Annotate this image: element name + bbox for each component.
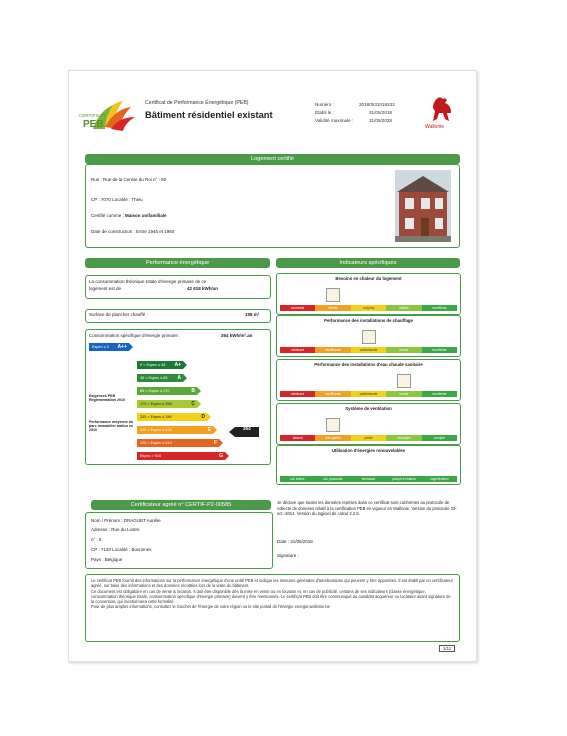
info-paragraph-1: Le certificat PEB fournit des informations sur la performance énergétique d'une unité PEB et indique les mesures générales d'améliorations qui peuvent y être apportées. Il est établi par un certificateur agréé, sur base des informations et des données récoltées lors de la visite du bâtiment. — [91, 578, 454, 589]
indicator-scale — [280, 476, 457, 482]
indicator-scale-step: satisfaisante — [351, 347, 386, 353]
indicator-scale — [280, 391, 457, 397]
wallonia-rooster-icon — [429, 95, 455, 123]
logement-cp: CP : 7070 Localité : Thieu — [91, 197, 143, 202]
energy-class-F — [137, 439, 219, 447]
indicator-box — [276, 359, 461, 401]
indicator-scale-step: insuffisante — [315, 347, 350, 353]
indicator-marker-icon — [326, 288, 340, 302]
indicator-title: Besoins en chaleur du logement — [335, 276, 402, 281]
header-subtitle: Certificat de Performance Énergétique (PEB) — [145, 100, 249, 106]
etabli-label: Établi le : — [315, 110, 334, 115]
indicator-scale-step: sol. therm. — [280, 476, 315, 482]
indicator-box — [276, 445, 461, 485]
energy-class-letter: E — [207, 427, 211, 433]
energy-class-range: 170 < Espec ≤ 255 — [140, 402, 172, 406]
indicator-title: Performance des installations de chauffage — [324, 318, 413, 323]
indicator-scale-step: absent — [280, 435, 315, 441]
logo-text-top: CERTIFICAT — [79, 113, 106, 118]
spec-value: 264 kWh/m².an — [221, 333, 253, 338]
indicator-scale — [280, 347, 457, 353]
parc-moyen-label: Performance moyenne du parc immobilier wallon en 2010 — [89, 420, 134, 432]
performance-heading: Performance énergétique — [85, 258, 270, 268]
info-paragraph-2: Ce document est obligatoire en cas de vente & location. Il doit être disponible dès la mise en vente ou en location et, en cas de publicité, certains de ses indicateurs (classe énergétique, consommation théorique totale, consommation spécifique d'énergie primaire) doivent y être mentionnés. Le certificat PEB doit être communiqué au candidat acquéreur ou locataire avant signature de la convention, qui mentionnera cette formalité. — [91, 588, 451, 605]
indicateurs-heading: Indicateurs spécifiques — [276, 258, 460, 268]
indicator-scale-step: excellente — [422, 347, 457, 353]
energy-class-range: 425 < Espec ≤ 510 — [140, 441, 172, 445]
energy-class-letter: C — [191, 401, 195, 407]
energy-class-E — [137, 426, 213, 434]
indicator-scale-step: excessifs — [280, 305, 315, 311]
energy-class-range: 340 < Espec ≤ 425 — [140, 428, 172, 432]
peb-logo — [79, 97, 141, 137]
energy-class-Aplusplus — [89, 343, 129, 351]
conso-line2: logement est de — [89, 286, 122, 291]
logo-text-bottom: PEB — [83, 119, 104, 130]
energy-class-D — [137, 413, 207, 421]
indicator-title: Utilisation d'énergies renouvelables — [331, 448, 406, 453]
indicator-scale — [280, 305, 457, 311]
page-number: 1/11 — [439, 645, 455, 652]
indicator-scale-step: médiocre — [280, 347, 315, 353]
energy-class-letter: F — [213, 440, 217, 446]
energy-class-range: 45 < Espec ≤ 85 — [140, 376, 168, 380]
indicator-scale-step: élevés — [315, 305, 350, 311]
certificate-page — [68, 70, 477, 662]
indicator-scale-step: moyens — [351, 305, 386, 311]
indicator-scale-step: cogénération — [422, 476, 457, 482]
energy-class-letter: A+ — [174, 362, 181, 368]
indicator-box — [276, 315, 461, 357]
indicator-scale-step: excellents — [422, 305, 457, 311]
spec-label: Consommation spécifique d'énergie primaire : — [89, 333, 181, 338]
indicator-title: Système de ventilation — [345, 406, 392, 411]
cert-numero: n° : 8 — [91, 537, 102, 542]
indicator-scale-step: bonne — [386, 391, 421, 397]
certifie-label: Certifié comme : Maison unifamiliale — [91, 213, 167, 218]
indicator-scale-step: insuffisante — [315, 391, 350, 397]
conso-value: 42 618 kWh/an — [187, 286, 219, 291]
surface-label: Surface de plancher chauffé : — [89, 312, 148, 317]
energy-class-G — [137, 452, 225, 460]
cert-declaration: Je déclare que toutes les données reprises dans ce certificat sont conformes au protocole de collecte de données relatif à la certification PEB en vigueur en Wallonie. Version du protocole 23-oct.-2014. Version du logiciel de calcul 2.2.5. — [277, 500, 457, 517]
cert-nom: Nom / Prénom : DRAGUET Aurélie — [91, 518, 161, 523]
numero-value: 20180531019232 — [359, 102, 395, 107]
info-paragraph-3: Pour de plus amples informations, consultez le Guichet de l'énergie de votre région ou le site portail de l'énergie energie.wallonie.be — [91, 604, 330, 610]
indicator-scale-step: bonne — [386, 347, 421, 353]
class-pointer — [229, 424, 259, 434]
exigences-label: Exigences PEB Réglementation 2010 — [89, 394, 125, 402]
info-text — [91, 578, 453, 610]
indicator-scale-step: très partiel — [315, 435, 350, 441]
energy-class-range: 85 < Espec ≤ 170 — [140, 389, 170, 393]
certificateur-heading: Certificateur agréé n° CERTIF-P2-00585 — [91, 500, 271, 510]
cert-signature: Signature : — [277, 553, 299, 558]
energy-class-range: Espec ≤ 0 — [92, 345, 109, 349]
surface-value: 158 m² — [245, 312, 260, 317]
energy-class-A — [137, 374, 183, 382]
logement-rue: Rue : Rue de la Censie du Roi n° : 50 — [91, 177, 167, 182]
indicator-marker-icon — [326, 418, 340, 432]
indicator-title: Performance des installations d'eau chaude sanitaire — [314, 362, 423, 367]
energy-class-Aplus — [137, 361, 183, 369]
indicator-box — [276, 273, 461, 315]
construction-date: Date de construction : Entre 1946 et 1960 — [91, 229, 175, 234]
region-label: Wallonie — [425, 124, 444, 130]
cert-cp: CP : 7133 Localité : Buvrinnes — [91, 547, 152, 552]
indicator-marker-icon — [397, 374, 411, 388]
energy-class-C — [137, 400, 197, 408]
indicator-scale-step: faibles — [386, 305, 421, 311]
indicator-scale — [280, 435, 457, 441]
energy-class-range: 0 < Espec ≤ 45 — [140, 363, 166, 367]
indicator-box — [276, 403, 461, 445]
cert-date: Date : 31/05/2018 — [277, 539, 313, 544]
numero-label: Numéro : — [315, 102, 334, 107]
indicator-scale-step: pompe à chaleur — [386, 476, 421, 482]
cert-adresse: Adresse : Rue du Lustre — [91, 527, 140, 532]
energy-class-B — [137, 387, 197, 395]
indicator-scale-step: sol. photovolt. — [315, 476, 350, 482]
validite-label: Validité maximale : — [315, 118, 354, 123]
conso-line1: La consommation théorique totale d'énergie primaire de ce — [89, 279, 207, 284]
pointer-value: 264 — [243, 426, 251, 431]
indicator-scale-step: excellente — [422, 391, 457, 397]
indicator-scale-step: partiel — [351, 435, 386, 441]
energy-class-letter: G — [219, 453, 223, 459]
indicator-scale-step: satisfaisante — [351, 391, 386, 397]
indicator-scale-step: complet — [422, 435, 457, 441]
logement-heading: Logement certifié — [85, 154, 460, 164]
energy-class-range: Espec > 510 — [140, 454, 162, 458]
validite-value: 31/05/2028 — [369, 118, 392, 123]
indicator-scale-step: biomasse — [351, 476, 386, 482]
indicator-scale-step: médiocre — [280, 391, 315, 397]
header-title: Bâtiment résidentiel existant — [145, 109, 273, 120]
cert-pays: Pays : Belgique — [91, 557, 123, 562]
energy-class-letter: A — [177, 375, 181, 381]
energy-class-letter: D — [201, 414, 205, 420]
house-photo — [395, 170, 451, 242]
energy-class-letter: B — [191, 388, 195, 394]
etabli-value: 31/05/2018 — [369, 110, 392, 115]
energy-class-range: 255 < Espec ≤ 340 — [140, 415, 172, 419]
indicator-scale-step: incomplet — [386, 435, 421, 441]
energy-class-letter: A++ — [117, 344, 127, 350]
indicator-marker-icon — [362, 330, 376, 344]
